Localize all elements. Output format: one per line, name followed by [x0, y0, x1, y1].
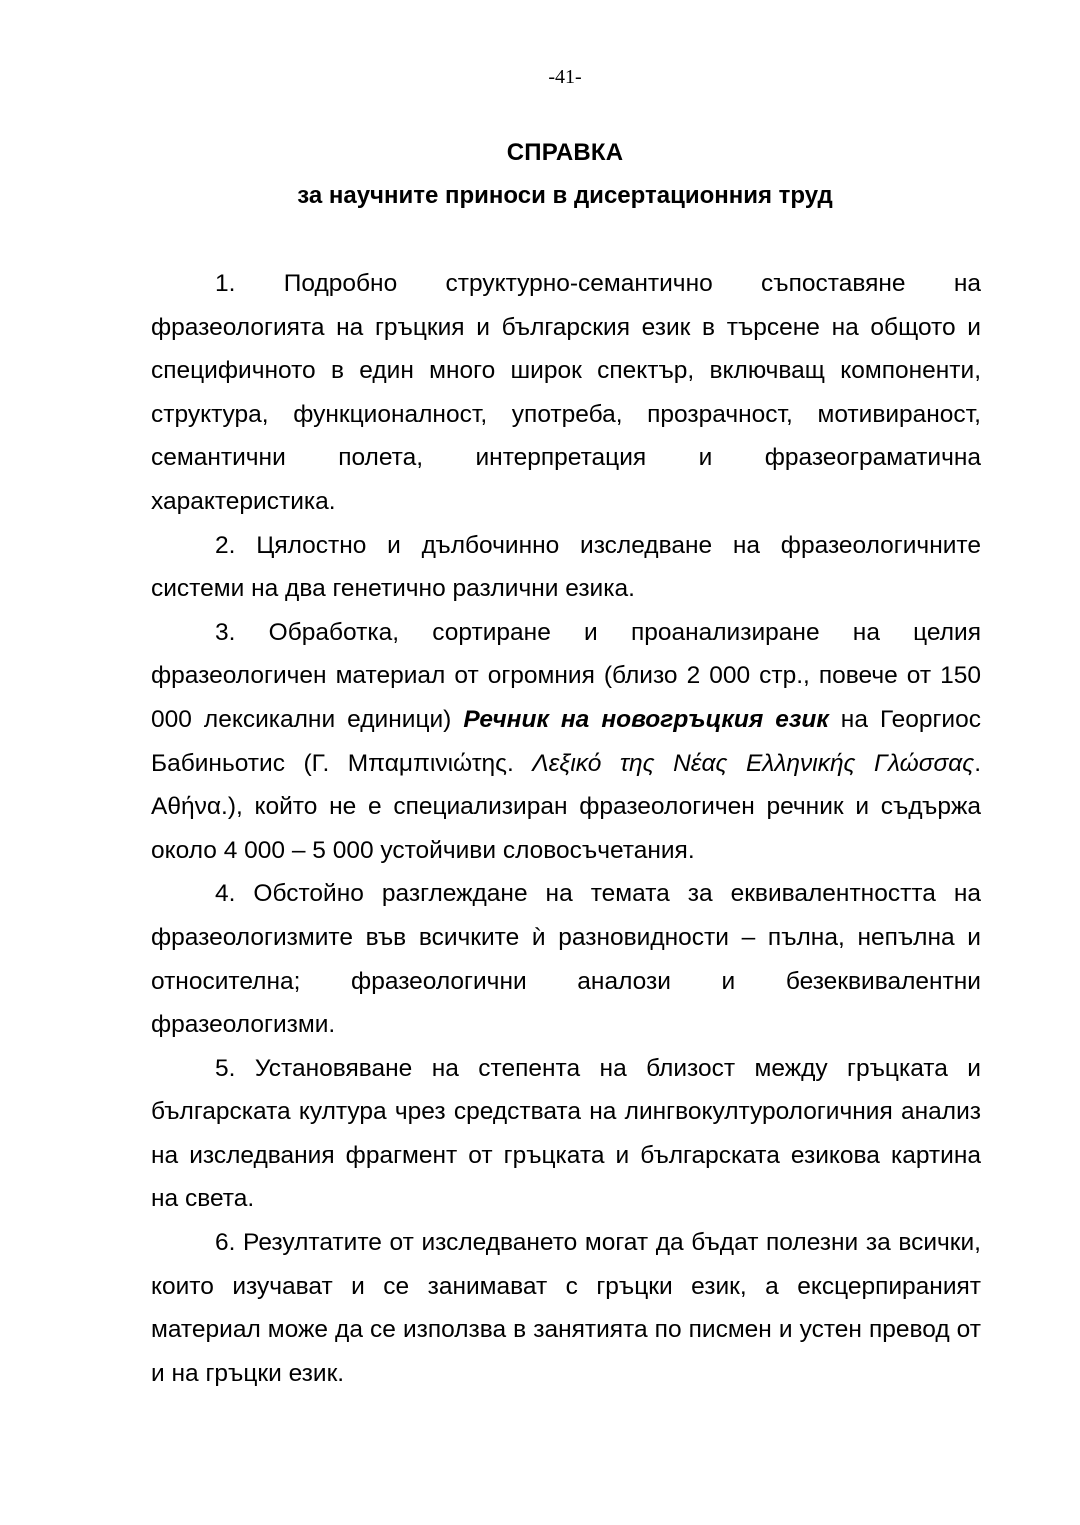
contribution-item-3: [151, 611, 981, 873]
dictionary-title-bg: Речник на новогръцкия език: [463, 705, 829, 733]
item-3-text-b: на Георгиос Бабиньотис (Γ. Μπαμπινιώτης.: [151, 705, 981, 777]
page-number: -41-: [548, 66, 582, 88]
contribution-item-1: 1. Подробно структурно-семантично съпоставяне на фразеологията на гръцкия и българския език в търсене на общото и специфичното в един много широк спектър, включващ компоненти, структура, функционалност, употреба, прозрачност, мотивираност, семантични полета, интерпретация и фразеограматична характеристика.: [151, 270, 981, 515]
contribution-item-4: 4. Обстойно разглеждане на темата за еквивалентността на фразеологизмите във всичките ѝ разновидности – пълна, непълна и относителна; фразеологични аналози и безеквивалентни фразеологизми.: [151, 880, 981, 1039]
contribution-item-2: 2. Цялостно и дълбочинно изследване на фразеологичните системи на два генетично различни езика.: [151, 531, 981, 603]
item-3-text-a: 3. Обработка, сортиране и проанализиране на целия фразеологичен материал от огромния (близо 2 000 стр., повече от 150 000 лексикални единици): [151, 618, 981, 733]
dictionary-title-gr: Λεξικό της Νέας Ελληνικής Γλώσσας: [532, 749, 975, 777]
contribution-item-5: 5. Установяване на степента на близост между гръцката и българската култура чрез средствата на лингвокултурологичния анализ на изследвания фрагмент от гръцката и българската езикова картина на света.: [151, 1054, 981, 1213]
document-subtitle: за научните приноси в дисертационния труд: [297, 182, 833, 209]
document-title: СПРАВКА: [506, 139, 624, 166]
item-3-text-c: . Αθήνα.), който не е специализиран фразеологичен речник и съдържа около 4 000 – 5 000 устойчиви словосъчетания.: [151, 749, 981, 864]
contribution-item-6: 6. Резултатите от изследването могат да бъдат полезни за всички, които изучават и се занимават с гръцки език, а ексцерпираният материал може да се използва в занятията по писмен и устен превод от и на гръцки език.: [151, 1229, 981, 1387]
contributions-list: [151, 262, 981, 1395]
